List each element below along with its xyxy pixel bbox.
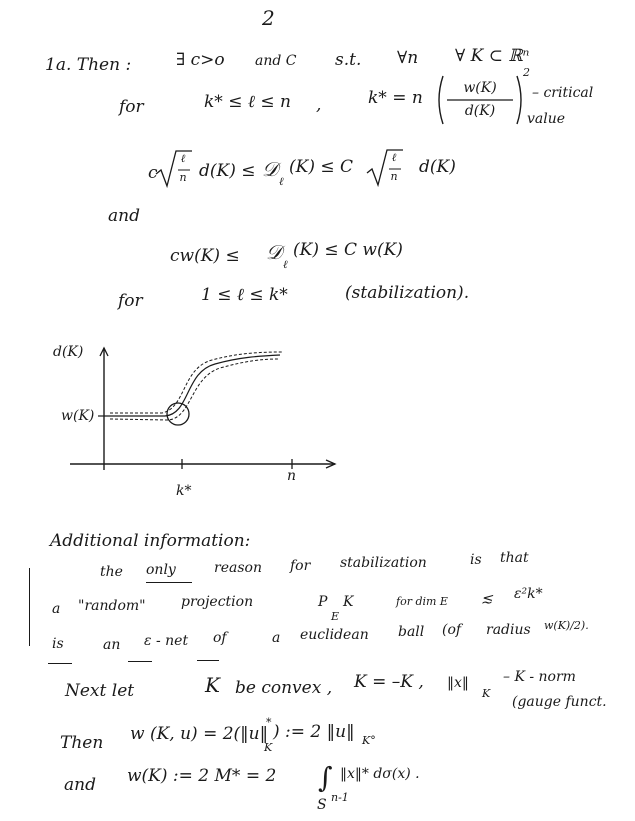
next-let: Next let [65, 681, 135, 701]
range-kstar-n: k* ≤ ℓ ≤ n [204, 92, 291, 112]
kstar-def: k* = n [368, 88, 423, 108]
sqrt1-num: ℓ [180, 152, 186, 165]
and-final: and [64, 775, 96, 795]
add-l1-w0: the [100, 564, 123, 580]
ineq1-c: c [148, 163, 158, 183]
add-l1-w5: is [470, 552, 482, 568]
section-label: 1a. Then : [45, 55, 132, 75]
final-expr: w(K) := 2 M* = 2 [127, 766, 277, 786]
add-l3-w2: ε - net [144, 633, 189, 649]
separator-dash-1 [48, 663, 72, 664]
ineq2-D: 𝒟 [266, 240, 282, 264]
add-l3-w9: w(K)/2). [544, 619, 589, 632]
forall-n: ∀n [397, 48, 419, 68]
for-word: for [119, 97, 144, 117]
then-expr: w (K, u) = 2(‖u‖ [130, 724, 269, 744]
add-l3-w1: an [103, 637, 121, 653]
graph-ylabel-wK: w(K) [61, 408, 95, 424]
then-label: Then [60, 733, 104, 753]
add-l3-w7: (of [442, 622, 462, 638]
add-l3-w0: is [52, 636, 64, 652]
square-exp: 2 [523, 66, 530, 79]
graph-xlabel-n: n [287, 468, 297, 484]
integrand: ‖x‖* dσ(x) . [340, 766, 420, 782]
then-sub2: K° [362, 734, 376, 747]
next-be-convex: be convex , [235, 678, 333, 698]
then-sub1: K [264, 741, 273, 754]
sketch-graph [40, 340, 350, 520]
ineq2-right: (K) ≤ C w(K) [293, 240, 403, 260]
add-l2-K: K [343, 594, 354, 610]
then-mid: ) := 2 ‖u‖ [273, 722, 355, 742]
sqrt1-den: n [179, 171, 187, 184]
ineq1-dK: d(K) ≤ [199, 161, 256, 181]
comma: , [316, 95, 322, 115]
add-l1-w6: that [500, 550, 529, 566]
separator-dash-3 [197, 660, 219, 661]
integral-sign: ∫ [318, 761, 333, 794]
add-l2-w2: projection [181, 594, 254, 610]
add-l1-w2: reason [214, 560, 262, 576]
integral-domain: S [317, 797, 327, 813]
margin-bracket [29, 568, 30, 646]
stabilization-note: (stabilization). [345, 283, 470, 303]
add-l2-E: E [331, 610, 340, 623]
add-l2-w0: a [52, 601, 61, 617]
ineq2-left: cw(K) ≤ [170, 246, 240, 266]
next-K: K [205, 673, 220, 697]
then-star: * [266, 716, 272, 729]
additional-heading: Additional information: [50, 531, 251, 551]
next-norm-sub: K [482, 687, 491, 700]
sqrt2-den: n [390, 170, 398, 183]
range-1-kstar: 1 ≤ ℓ ≤ k* [201, 285, 288, 305]
ineq1-D-sub: ℓ [279, 175, 284, 188]
stabilization-circle [167, 403, 189, 425]
separator-dash-2 [128, 661, 152, 662]
ineq1-mid: (K) ≤ C [289, 157, 354, 177]
add-l3-w4: a [272, 630, 281, 646]
add-l1-w3: for [290, 558, 311, 574]
add-l2-w1: "random" [78, 598, 146, 614]
add-l2-eps: ε²k* [514, 586, 543, 602]
such-that: s.t. [335, 50, 362, 70]
add-l3-w5: euclidean [300, 627, 369, 643]
ineq2-D-sub: ℓ [283, 258, 288, 271]
sqrt2-num: ℓ [391, 151, 397, 164]
graph-ylabel-dK: d(K) [53, 344, 84, 360]
critical-label: – critical [532, 85, 594, 101]
and-C: and C [255, 53, 297, 69]
ineq1-dK2: d(K) [419, 157, 456, 177]
add-l2-P: P [318, 594, 328, 610]
and-word: and [108, 206, 140, 226]
add-l3-w6: ball [398, 624, 425, 640]
forall-K: ∀ K ⊂ ℝⁿ [455, 46, 530, 66]
curve-band-upper [110, 352, 282, 413]
only-underline [146, 582, 192, 583]
add-l2-lesssim: ≲ [481, 591, 493, 607]
ineq1-D: 𝒟 [262, 157, 278, 181]
add-l2-dim: for dim E [396, 595, 448, 608]
integral-domain-sup: n-1 [331, 791, 349, 804]
curve-main [104, 355, 280, 416]
add-l3-w8: radius [486, 622, 531, 638]
for-word-2: for [118, 291, 143, 311]
next-norm: ‖x‖ [447, 675, 469, 691]
add-l1-w4: stabilization [340, 555, 427, 571]
curve-band-lower [110, 359, 278, 420]
page-number: 2 [262, 6, 275, 30]
frac-num: w(K) [463, 80, 497, 96]
frac-den: d(K) [464, 103, 496, 119]
next-knorm: – K - norm [503, 669, 576, 685]
exists-c: ∃ c>o [176, 50, 225, 70]
next-symmetric: K = –K , [354, 672, 424, 692]
next-gauge: (gauge funct. [512, 694, 607, 710]
add-l1-w1: only [146, 562, 176, 578]
value-label: value [527, 111, 566, 127]
add-l3-w3: of [213, 630, 227, 646]
graph-xlabel-kstar: k* [176, 483, 192, 499]
